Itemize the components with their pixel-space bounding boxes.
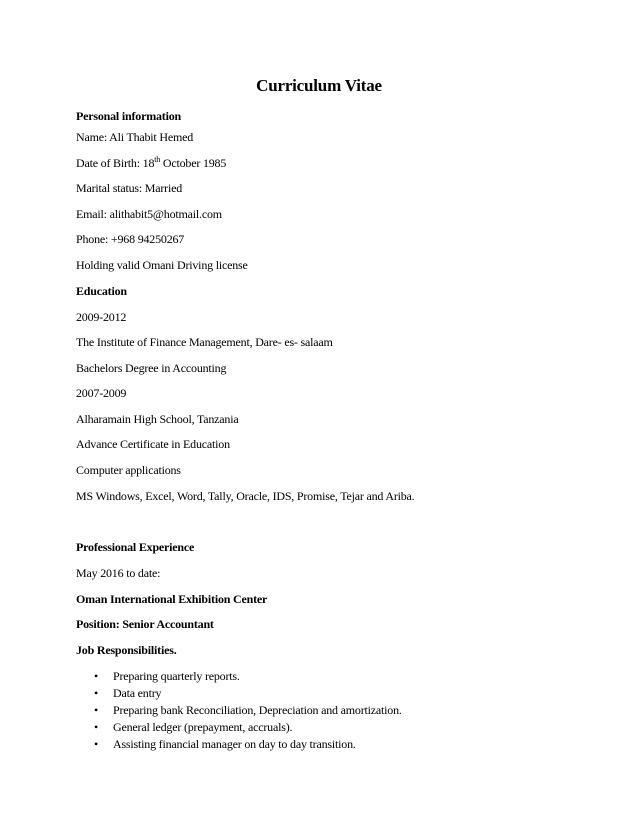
job-responsibilities-heading: Job Responsibilities. xyxy=(76,643,177,657)
company-name: Oman International Exhibition Center xyxy=(76,592,268,606)
dob-suffix: October 1985 xyxy=(160,156,227,170)
list-item: • Assisting financial manager on day to day transition. xyxy=(90,736,402,753)
professional-experience-heading: Professional Experience xyxy=(76,540,195,554)
personal-info-heading: Personal information xyxy=(76,109,181,123)
education-degree-2: Advance Certificate in Education xyxy=(76,437,230,451)
list-item: • Data entry xyxy=(90,685,402,702)
bullet-icon: • xyxy=(93,686,98,700)
experience-period: May 2016 to date: xyxy=(76,566,161,580)
education-heading: Education xyxy=(76,284,127,298)
education-institute-2: Alharamain High School, Tanzania xyxy=(76,412,239,426)
education-period-2: 2007-2009 xyxy=(76,386,127,400)
list-item: • Preparing bank Reconciliation, Depreciation and amortization. xyxy=(90,702,402,719)
list-item: • Preparing quarterly reports. xyxy=(90,668,402,685)
email-line: Email: alithabit5@hotmail.com xyxy=(76,207,222,221)
license-line: Holding valid Omani Driving license xyxy=(76,258,248,272)
responsibilities-list xyxy=(90,668,402,753)
computer-applications-heading: Computer applications xyxy=(76,463,181,477)
dob-superscript: th xyxy=(154,155,161,164)
dob-line xyxy=(76,155,226,171)
phone-line: Phone: +968 94250267 xyxy=(76,232,185,246)
education-institute-1: The Institute of Finance Management, Dare- es- salaam xyxy=(76,335,333,349)
dob-prefix: Date of Birth: 18 xyxy=(76,156,155,170)
education-period-1: 2009-2012 xyxy=(76,310,127,324)
bullet-icon: • xyxy=(93,669,98,683)
document-title: Curriculum Vitae xyxy=(256,76,382,95)
bullet-icon: • xyxy=(93,703,98,717)
bullet-icon: • xyxy=(93,737,98,751)
marital-status-line: Marital status: Married xyxy=(76,181,183,195)
computer-applications-list: MS Windows, Excel, Word, Tally, Oracle, IDS, Promise, Tejar and Ariba. xyxy=(76,489,415,503)
name-line: Name: Ali Thabit Hemed xyxy=(76,130,194,144)
list-item: • General ledger (prepayment, accruals). xyxy=(90,719,402,736)
bullet-icon: • xyxy=(93,720,98,734)
education-degree-1: Bachelors Degree in Accounting xyxy=(76,361,227,375)
position-line: Position: Senior Accountant xyxy=(76,617,214,631)
